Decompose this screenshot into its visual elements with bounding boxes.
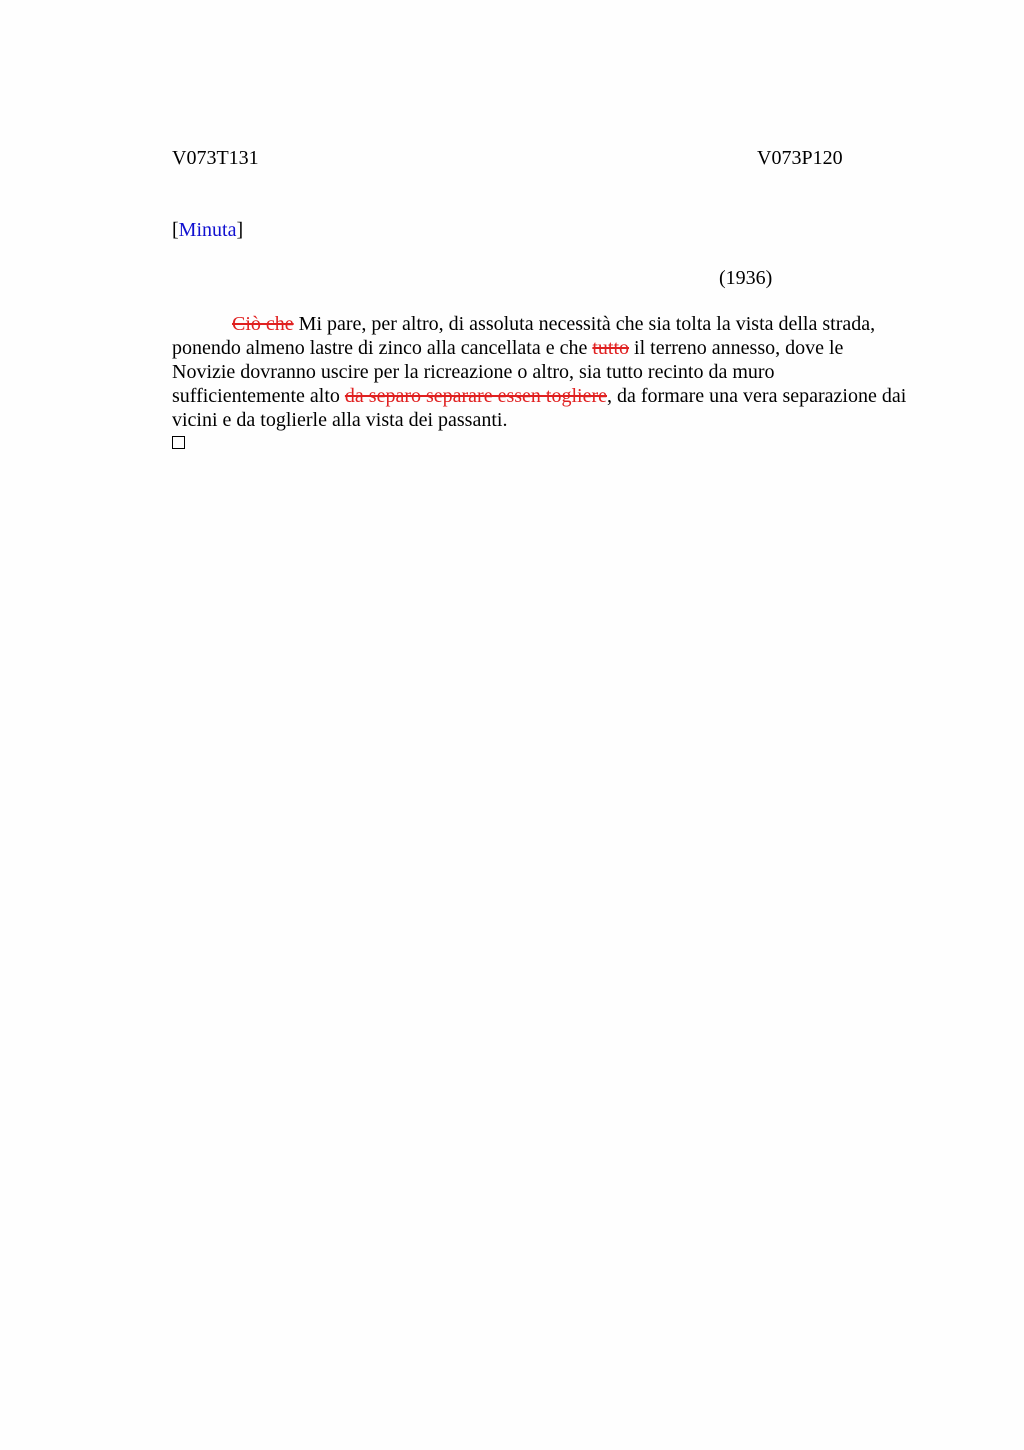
paragraph-text: il terreno annesso, dove le Novizie dovranno uscire per la ricreazione o altro, sia tutto recinto da muro sufficientemente alto [172, 337, 844, 407]
box-icon [172, 436, 185, 449]
paragraph-text: Mi pare, per altro, di assoluta necessità che sia tolta la vista della strada, ponendo almeno lastre di zinco alla cancellata e che [172, 313, 876, 359]
deleted-text: tutto [592, 337, 630, 359]
minuta-text[interactable]: Minuta [178, 219, 237, 241]
document-code-right: V073P120 [757, 147, 843, 169]
deleted-text: Ciò che [232, 313, 294, 335]
document-date: (1936) [719, 267, 773, 289]
document-code-left: V073T131 [172, 147, 259, 169]
minuta-label [172, 218, 243, 242]
letter-paragraph [172, 312, 907, 432]
paragraph-text: , da formare una vera separazione dai vicini e da toglierle alla vista dei passanti. [172, 385, 907, 431]
deleted-text: da separo separare essen togliere [344, 385, 607, 407]
minuta-open-bracket: [ [172, 219, 179, 241]
minuta-close-bracket: ] [236, 219, 244, 241]
